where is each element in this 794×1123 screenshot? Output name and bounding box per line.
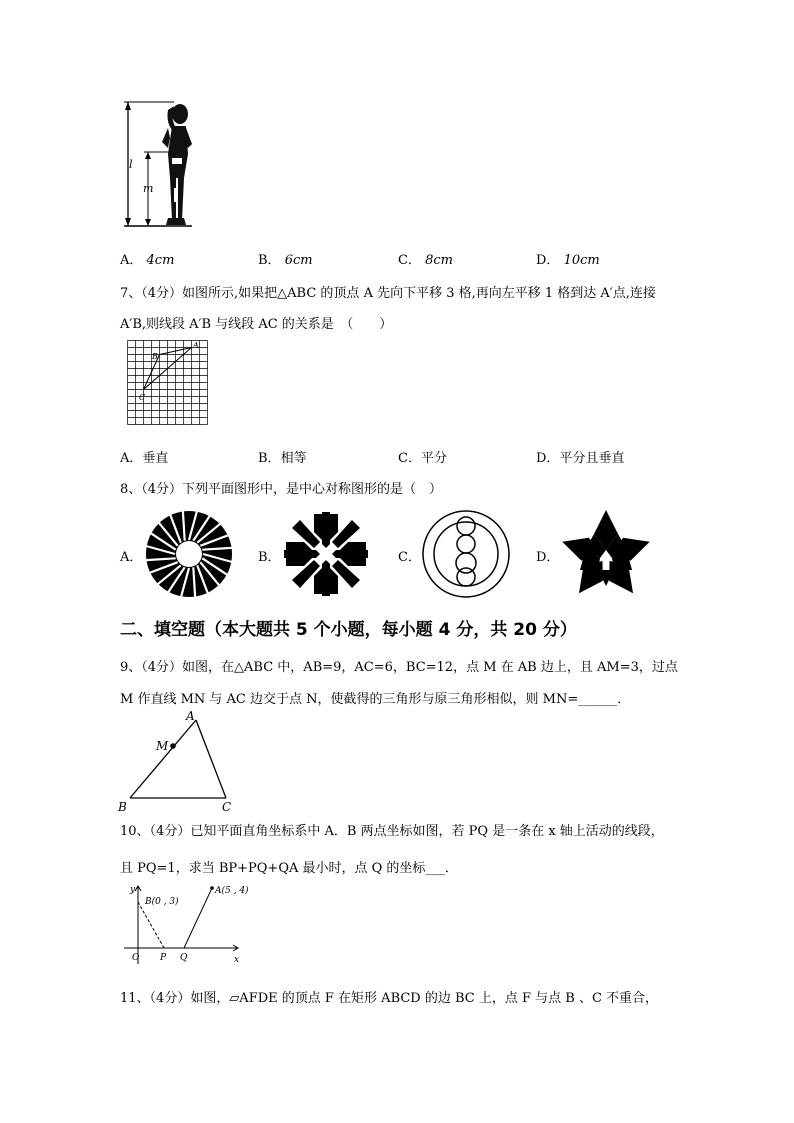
- q9-label-c: C: [222, 800, 232, 814]
- q7-option-d[interactable]: D．平分且垂直: [536, 451, 625, 466]
- q10-label-b: B(0 , 3): [145, 897, 179, 907]
- q6-label-m: m: [143, 182, 154, 195]
- q8-figure-b: [282, 510, 370, 598]
- q10-label-o: O: [132, 953, 140, 963]
- q9-triangle-figure: [116, 708, 246, 814]
- q9-label-a: A: [186, 709, 195, 723]
- q6-option-d[interactable]: D． 10cm: [536, 253, 600, 268]
- q9-label-m: M: [156, 739, 169, 753]
- section-2-title: 二、填空题（本大题共 5 个小题，每小题 4 分，共 20 分）: [120, 620, 577, 640]
- q9-text-line1: 9、（4分）如图，在△ABC 中，AB=9，AC=6，BC=12，点 M 在 AB 边上，且 AM=3，过点: [120, 660, 678, 675]
- q7-grid-figure: [127, 340, 215, 426]
- q8-option-b-label[interactable]: B．: [258, 550, 281, 565]
- q8-text: 8、（4分）下列平面图形中，是中心对称图形的是（ ）: [120, 482, 443, 497]
- q7-option-a[interactable]: A．垂直: [120, 451, 169, 466]
- q10-label-a: A(5 , 4): [215, 886, 249, 896]
- q9-label-b: B: [118, 800, 127, 814]
- q8-figure-c: [421, 508, 511, 600]
- q8-option-a-label[interactable]: A．: [120, 550, 143, 565]
- q6-figure: [118, 98, 198, 230]
- q7-text-line2: A′B,则线段 A′B 与线段 AC 的关系是 （ ）: [120, 317, 393, 332]
- q7-option-b[interactable]: B．相等: [258, 451, 307, 466]
- q10-text-line1: 10、（4分）已知平面直角坐标系中 A．B 两点坐标如图，若 PQ 是一条在 x 轴上活动的线段，: [120, 824, 664, 839]
- q10-label-q: Q: [180, 953, 188, 963]
- q7-label-a: A: [193, 341, 199, 350]
- person-silhouette: [162, 104, 192, 225]
- q7-label-b: B: [152, 352, 158, 361]
- q7-text-line1: 7、（4分）如图所示,如果把△ABC 的顶点 A 先向下平移 3 格,再向左平移 1 格到达 A′点,连接: [120, 286, 656, 301]
- q6-label-l: l: [129, 158, 133, 171]
- q10-coordinate-figure: [116, 880, 256, 968]
- q8-option-d-label[interactable]: D．: [536, 550, 560, 565]
- q11-text-line1: 11、（4分）如图，▱AFDE 的顶点 F 在矩形 ABCD 的边 BC 上，点 F 与点 B 、C 不重合，: [120, 991, 659, 1006]
- q10-label-x: x: [234, 955, 240, 965]
- q10-label-y: y: [130, 885, 136, 895]
- q8-figure-a: [145, 510, 233, 598]
- q7-option-c[interactable]: C．平分: [398, 451, 447, 466]
- q6-option-a[interactable]: A． 4cm: [120, 253, 175, 268]
- q8-figure-d: [558, 506, 654, 600]
- q6-option-c[interactable]: C． 8cm: [398, 253, 453, 268]
- q7-label-c: C: [139, 393, 146, 402]
- q6-option-b[interactable]: B． 6cm: [258, 253, 313, 268]
- q10-label-p: P: [160, 953, 167, 963]
- q10-text-line2: 且 PQ=1，求当 BP+PQ+QA 最小时，点 Q 的坐标___．: [120, 861, 458, 876]
- q8-option-c-label[interactable]: C．: [398, 550, 421, 565]
- q9-text-line2: M 作直线 MN 与 AC 边交于点 N，使截得的三角形与原三角形相似，则 MN=______．: [120, 692, 631, 707]
